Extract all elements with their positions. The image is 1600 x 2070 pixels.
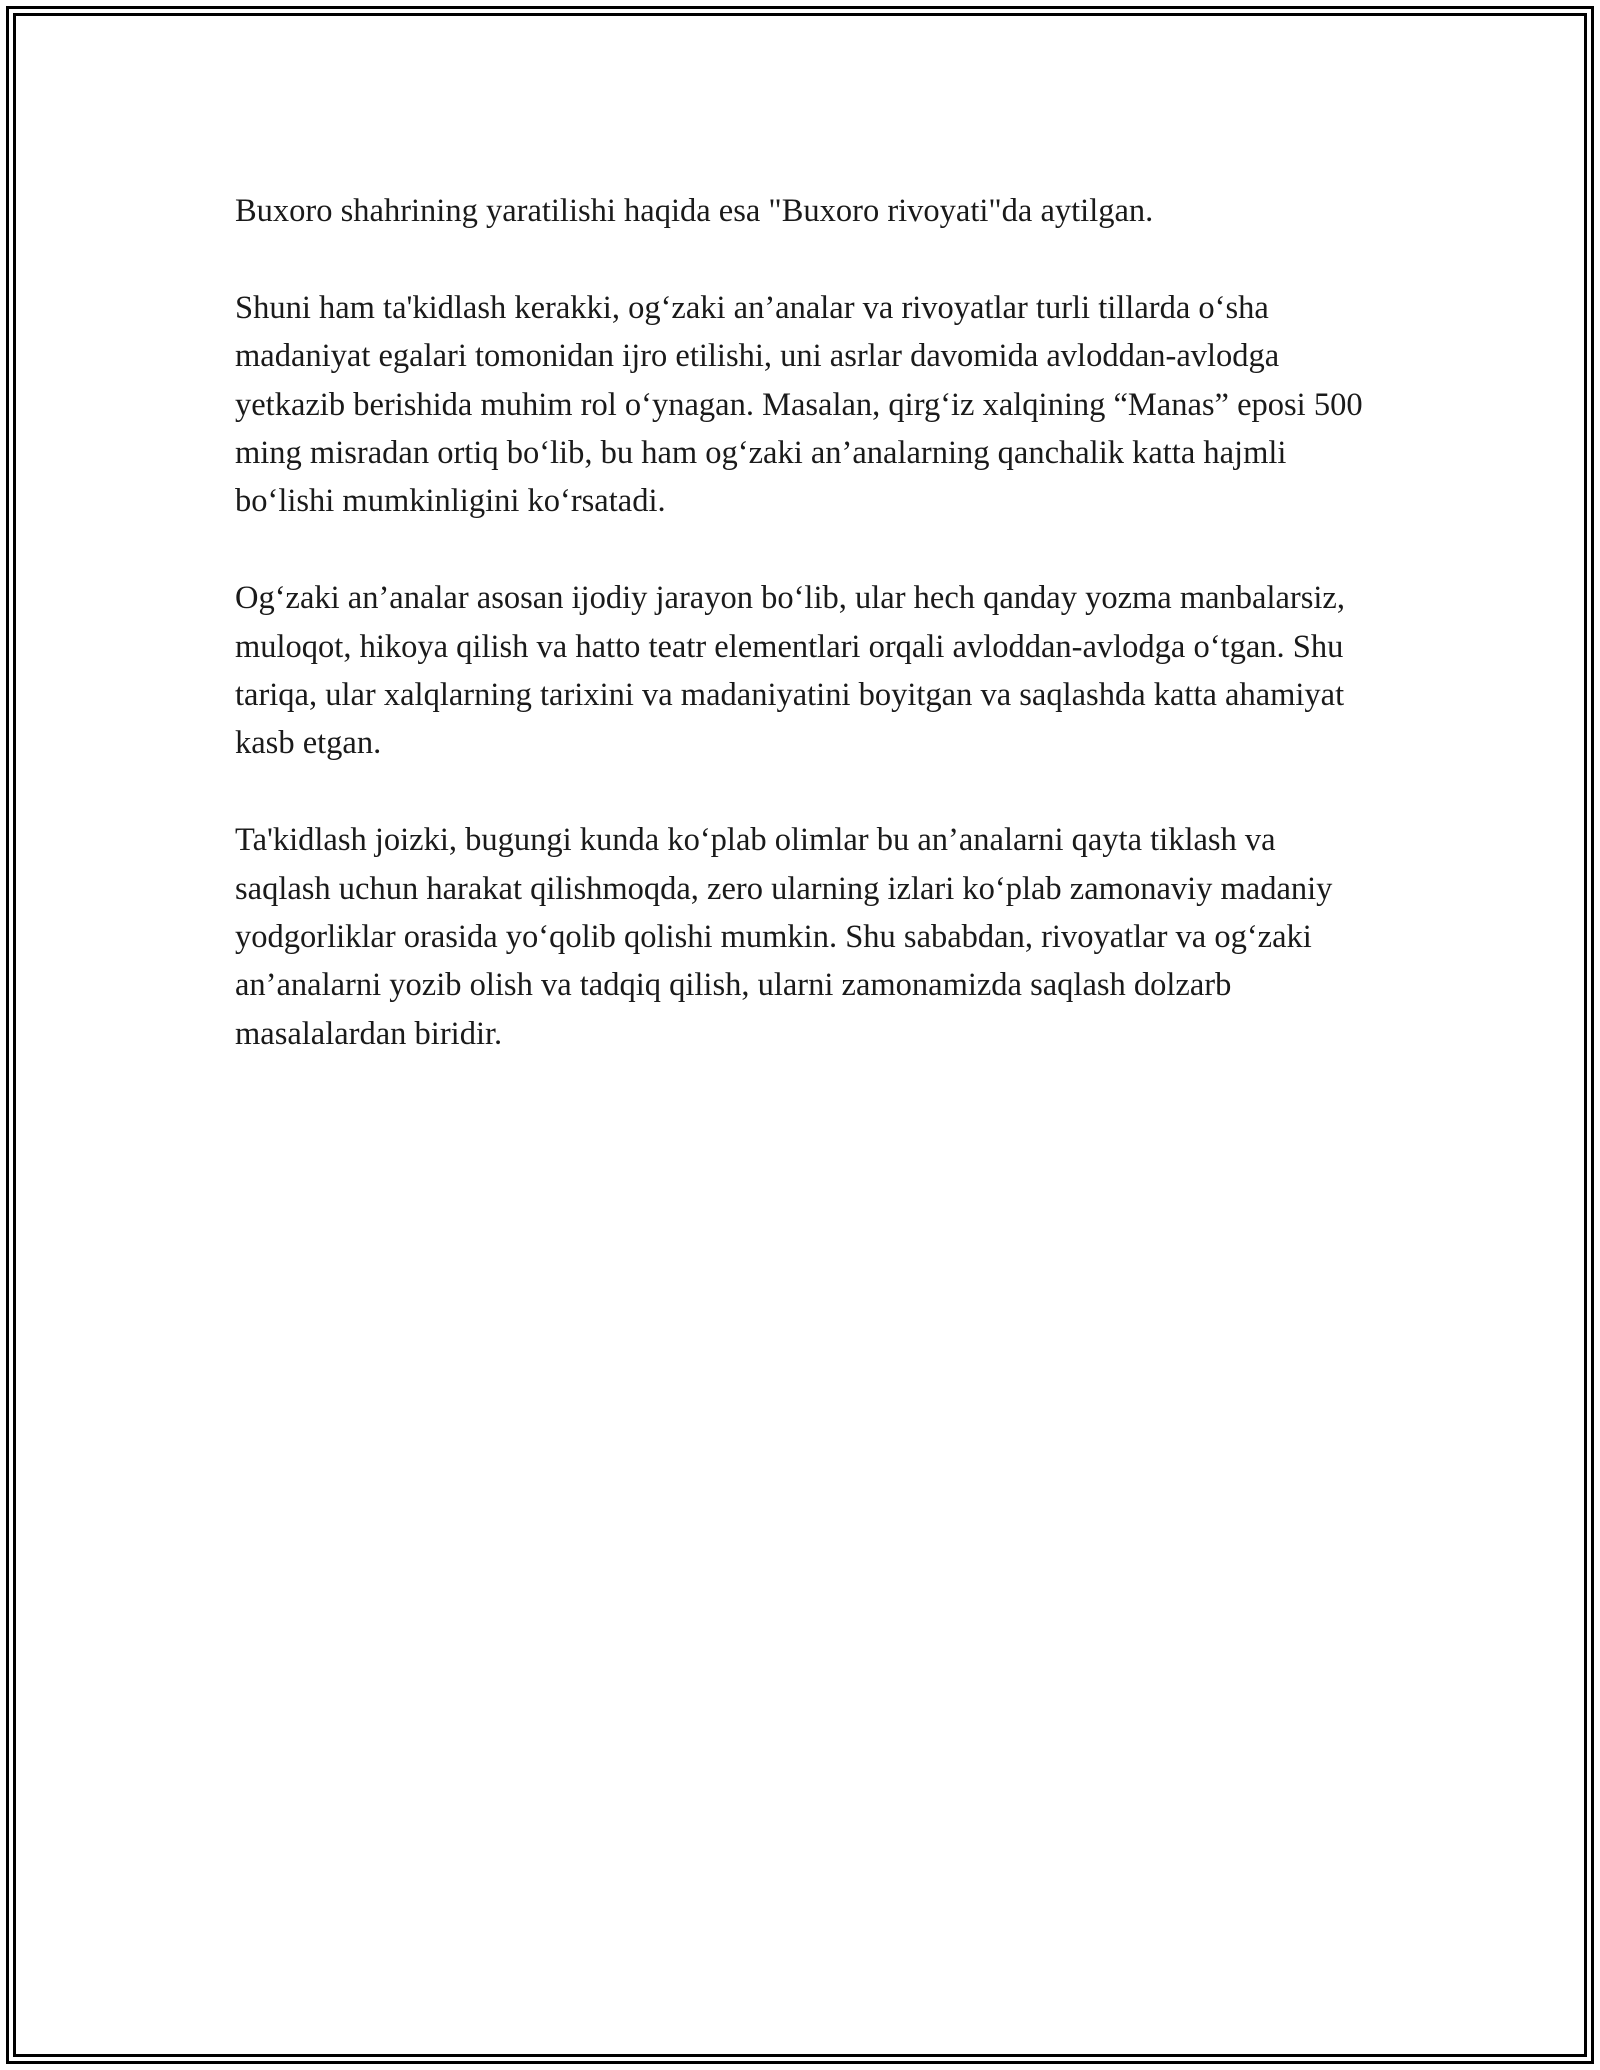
paragraph-preservation: Ta'kidlash joizki, bugungi kunda ko‘plab olimlar bu an’analarni qayta tiklash va saqlash uchun harakat qilishmoqda, zero ularning izlari ko‘plab zamonaviy madaniy yodgorliklar orasida yo‘qolib qolishi mumkin. Shu sababdan, rivoyatlar va og‘zaki an’analarni yozib olish va tadqiq qilish, ularni zamonamizda saqlash dolzarb masalalardan biridir. xyxy=(235,822,1333,1052)
paragraph-creative-process: Og‘zaki an’analar asosan ijodiy jarayon bo‘lib, ular hech qanday yozma manbalarsiz, muloqot, hikoya qilish va hatto teatr elementlari orqali avloddan-avlodga o‘tgan. Shu tariqa, ular xalqlarning tarixini va madaniyatini boyitgan va saqlashda katta ahamiyat kasb etgan. xyxy=(235,580,1345,762)
paragraph-bukhara-legend: Buxoro shahrining yaratilishi haqida esa "Buxoro rivoyati"da aytilgan. xyxy=(235,193,1154,229)
document-body xyxy=(235,187,1365,1058)
paragraph-oral-traditions-manas: Shuni ham ta'kidlash kerakki, og‘zaki an’analar va rivoyatlar turli tillarda o‘sha madaniyat egalari tomonidan ijro etilishi, uni asrlar davomida avloddan-avlodga yetkazib berishida muhim rol o‘ynagan. Masalan, qirg‘iz xalqining “Manas” eposi 500 ming misradan ortiq bo‘lib, bu ham og‘zaki an’analarning qanchalik katta hajmli bo‘lishi mumkinligini ko‘rsatadi. xyxy=(235,289,1363,520)
